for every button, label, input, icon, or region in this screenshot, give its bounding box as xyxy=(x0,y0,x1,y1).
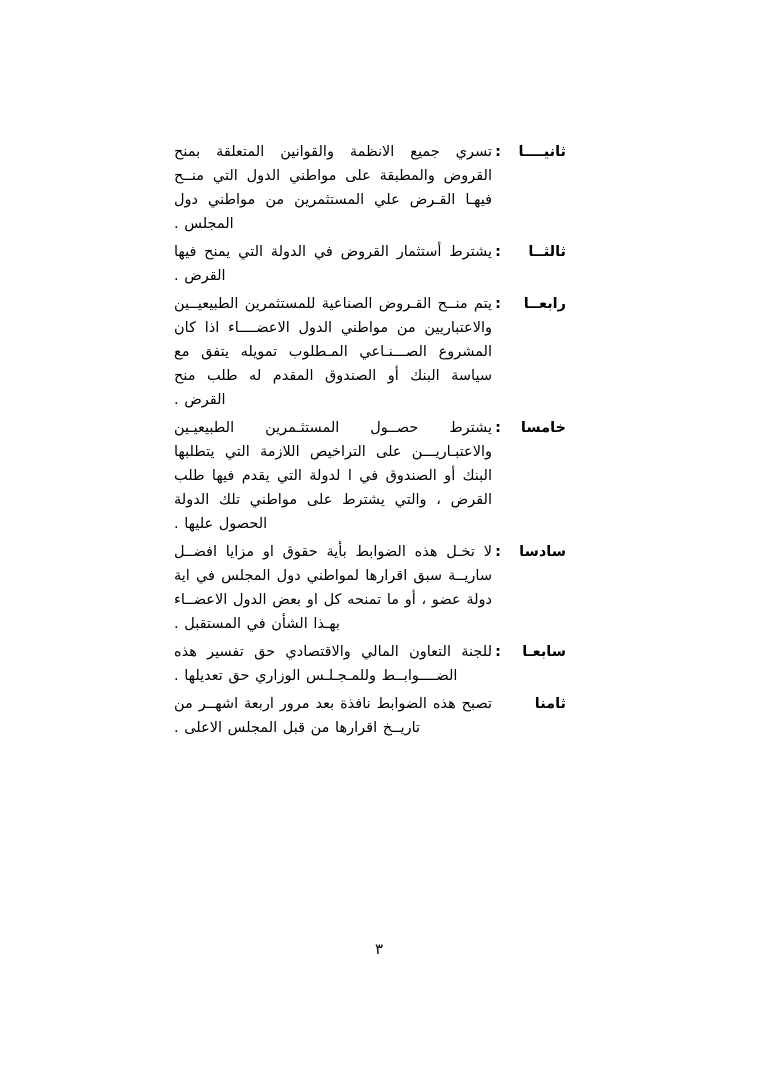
clause-colon: : xyxy=(495,144,501,160)
clause-text: لا تخـل هذه الضوابط بأية حقوق او مزايا افضــل ساريــة سبق اقرارها لمواطني دول المجلس في اية دولة عضو ، أو ما تمنحه كل او بعض الدول الاعضــاء بهـذا الشأن في المستقبل . xyxy=(174,544,492,632)
clause-item xyxy=(174,640,566,688)
clause-label: خامسا xyxy=(520,420,566,436)
clause-colon: : xyxy=(495,644,501,660)
clause-text: يتم منــح القـروض الصناعية للمستثمرين الطبيعيــين والاعتباريين من مواطني الدول الاعضــــاء اذا كان المشروع الصـــنـاعي المـطلوب تمويله يتفق مع سياسة البنك أو الصندوق المقدم له طلب منح القرض . xyxy=(174,296,492,408)
clause-colon: : xyxy=(495,296,501,312)
clause-item xyxy=(174,416,566,536)
clause-colon: : xyxy=(495,544,501,560)
clause-label: رابعــا xyxy=(523,296,566,312)
clause-colon: : xyxy=(495,420,501,436)
clause-label: سادسا xyxy=(519,544,566,560)
clause-text: تسري جميع الانظمة والقوانين المتعلقة بمنح القروض والمطبقة على مواطني الدول التي منــح فيهـا القـرض علي المستثمرين من مواطني دول المجلس . xyxy=(174,144,492,232)
clause-text: تصبح هذه الضوابط نافذة بعد مرور اربعة اشهــر من تاريــخ اقرارها من قبل المجلس الاعلى . xyxy=(174,696,492,736)
clause-item xyxy=(174,240,566,288)
clause-text: يشترط حصــول المستثـمرين الطبيعيـين والاعتبـاريـــن على التراخيص اللازمة التي يتطلبها البنك أو الصندوق في ا لدولة التي يقدم فيها طلب القرض ، والتي يشترط على مواطني تلك الدولة الحصول عليها . xyxy=(174,420,492,532)
clause-item xyxy=(174,692,566,740)
clause-text: للجنة التعاون المالي والاقتصادي حق تفسير هذه الضــــوابــط وللمـجـلـس الوزاري حق تعديلها . xyxy=(174,644,492,684)
clause-label: ثالثــا xyxy=(528,244,566,260)
clause-colon: : xyxy=(495,244,501,260)
clause-item xyxy=(174,540,566,636)
clause-label: سابعـا xyxy=(522,644,566,660)
clause-label: ثامنا xyxy=(534,696,566,712)
clause-label: ثانيــــا xyxy=(518,144,566,160)
clause-item xyxy=(174,140,566,236)
clause-item xyxy=(174,292,566,412)
page-number: ٣ xyxy=(374,940,384,958)
clause-text: يشترط أستثمار القروض في الدولة التي يمنح فيها القرض . xyxy=(174,244,492,284)
document-body xyxy=(174,140,566,744)
